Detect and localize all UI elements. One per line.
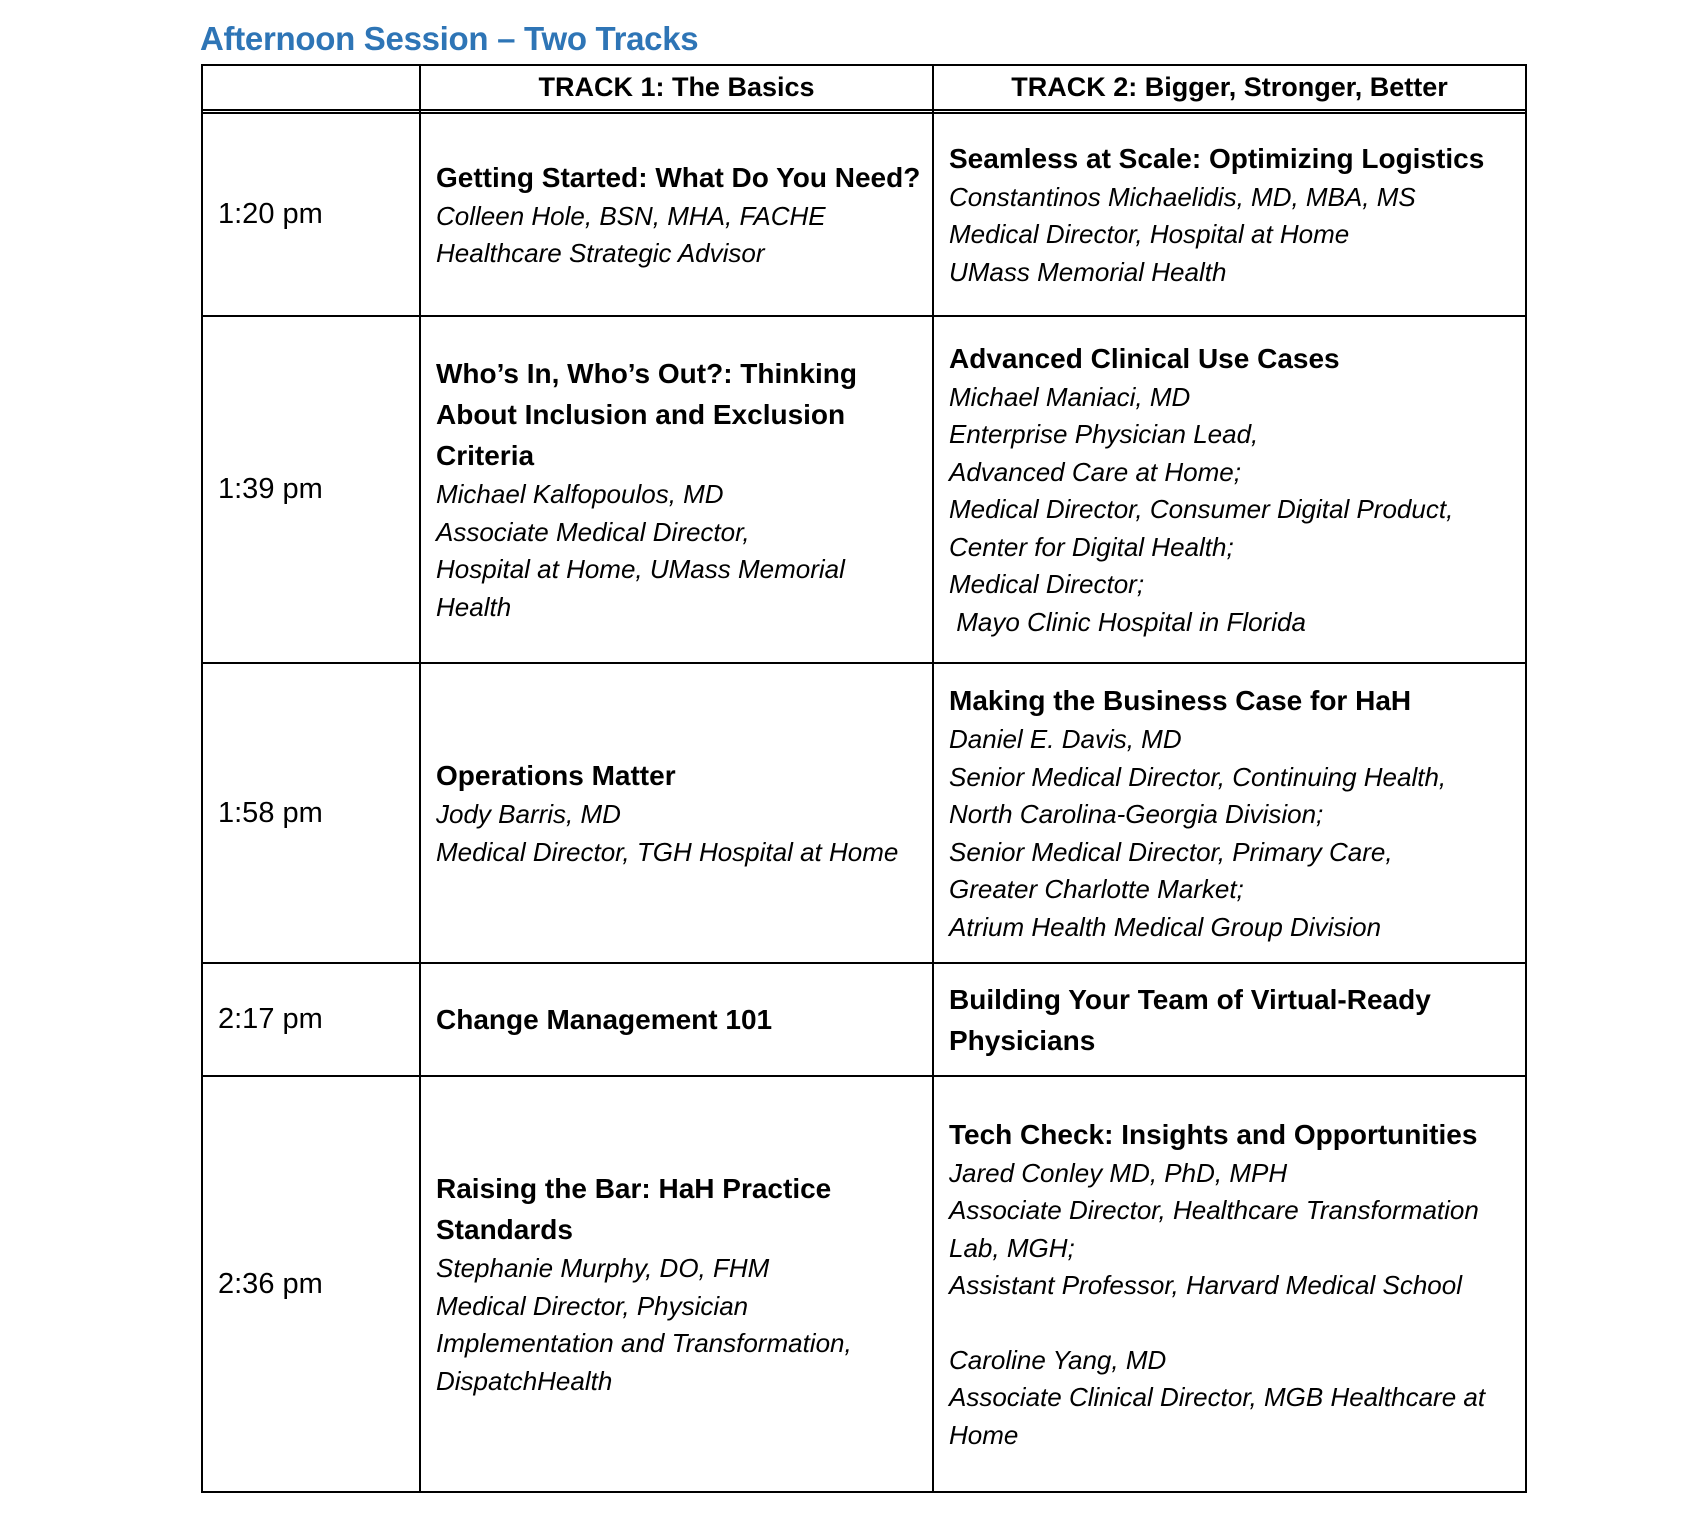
session-title: Getting Started: What Do You Need? xyxy=(436,161,921,193)
time-column-header xyxy=(202,65,420,110)
track1-column-header: TRACK 1: The Basics xyxy=(420,65,933,110)
speaker-line: Michael Kalfopoulos, MD xyxy=(436,479,724,509)
table-row xyxy=(202,663,1526,963)
speaker-line: Constantinos Michaelidis, MD, MBA, MS xyxy=(949,181,1416,212)
speaker-line: Medical Director, Physician Implementation and Transformation, xyxy=(436,1290,852,1358)
session-title: Change Management 101 xyxy=(436,1004,773,1035)
speaker-line: Michael Maniaci, MD xyxy=(949,381,1191,412)
track1-session xyxy=(420,316,933,663)
track2-session xyxy=(933,963,1526,1076)
speaker-line: Senior Medical Director, Continuing Health, xyxy=(949,761,1447,792)
speaker-line: Assistant Professor, Harvard Medical School xyxy=(949,1270,1462,1301)
agenda-table xyxy=(201,64,1527,1493)
track2-session xyxy=(933,663,1526,963)
speaker-line: Advanced Care at Home; xyxy=(949,456,1241,487)
track1-session xyxy=(420,663,933,963)
track1-session xyxy=(420,113,933,316)
speaker-line: Medical Director, TGH Hospital at Home xyxy=(436,836,899,867)
track1-session xyxy=(420,1076,933,1492)
track2-column-header: TRACK 2: Bigger, Stronger, Better xyxy=(933,65,1526,110)
track2-session xyxy=(933,113,1526,316)
track1-session xyxy=(420,963,933,1076)
page-title: Afternoon Session – Two Tracks xyxy=(200,20,699,57)
speaker-line: Jody Barris, MD xyxy=(436,799,621,829)
speaker-line: Caroline Yang, MD xyxy=(949,1344,1167,1375)
speaker-line: Medical Director; xyxy=(949,569,1145,600)
session-title: Building Your Team of Virtual-Ready Physicians xyxy=(949,983,1431,1056)
speaker-line: Associate Clinical Director, MGB Healthcare at Home xyxy=(949,1382,1493,1450)
track2-session xyxy=(933,1076,1526,1492)
speaker-line: Colleen Hole, BSN, MHA, FACHE xyxy=(436,200,826,231)
session-title: Raising the Bar: HaH Practice Standards xyxy=(436,1173,832,1245)
table-row xyxy=(202,963,1526,1076)
session-time: 1:58 pm xyxy=(202,663,420,963)
table-row xyxy=(202,1076,1526,1492)
session-time: 2:17 pm xyxy=(202,963,420,1076)
track2-session xyxy=(933,316,1526,663)
speaker-line: Atrium Health Medical Group Division xyxy=(949,911,1382,942)
speaker-line: Senior Medical Director, Primary Care, xyxy=(949,836,1393,867)
session-title: Seamless at Scale: Optimizing Logistics xyxy=(949,142,1485,174)
speaker-line: Associate Director, Healthcare Transformation Lab, MGH; xyxy=(949,1195,1487,1263)
speaker-line: Healthcare Strategic Advisor xyxy=(436,238,765,268)
session-time: 1:20 pm xyxy=(202,113,420,316)
speaker-line: UMass Memorial Health xyxy=(949,256,1227,287)
speaker-line: Center for Digital Health; xyxy=(949,531,1234,562)
speaker-line: DispatchHealth xyxy=(436,1365,613,1396)
session-title: Tech Check: Insights and Opportunities xyxy=(949,1118,1478,1150)
session-time: 1:39 pm xyxy=(202,316,420,663)
table-row xyxy=(202,113,1526,316)
speaker-line: Associate Medical Director, xyxy=(436,516,750,547)
speaker-line: Daniel E. Davis, MD xyxy=(949,724,1182,754)
speaker-line: Medical Director, Hospital at Home xyxy=(949,219,1350,250)
header-row xyxy=(202,65,1526,110)
session-title: Advanced Clinical Use Cases xyxy=(949,342,1340,374)
speaker-line: North Carolina-Georgia Division; xyxy=(949,799,1324,829)
speaker-spacer xyxy=(949,1305,1515,1342)
speaker-line: Enterprise Physician Lead, xyxy=(949,419,1259,450)
speaker-line: Mayo Clinic Hospital in Florida xyxy=(949,606,1306,637)
speaker-line: Jared Conley MD, PhD, MPH xyxy=(949,1157,1288,1188)
table-row xyxy=(202,316,1526,663)
speaker-line: Greater Charlotte Market; xyxy=(949,874,1244,904)
session-time: 2:36 pm xyxy=(202,1076,420,1492)
speaker-line: Hospital at Home, UMass Memorial Health xyxy=(436,554,853,622)
speaker-line: Medical Director, Consumer Digital Product, xyxy=(949,494,1454,525)
speaker-line: Stephanie Murphy, DO, FHM xyxy=(436,1253,770,1283)
session-title: Who’s In, Who’s Out?: Thinking About Inclusion and Exclusion Criteria xyxy=(436,358,857,471)
session-title: Making the Business Case for HaH xyxy=(949,685,1412,716)
session-title: Operations Matter xyxy=(436,760,676,791)
